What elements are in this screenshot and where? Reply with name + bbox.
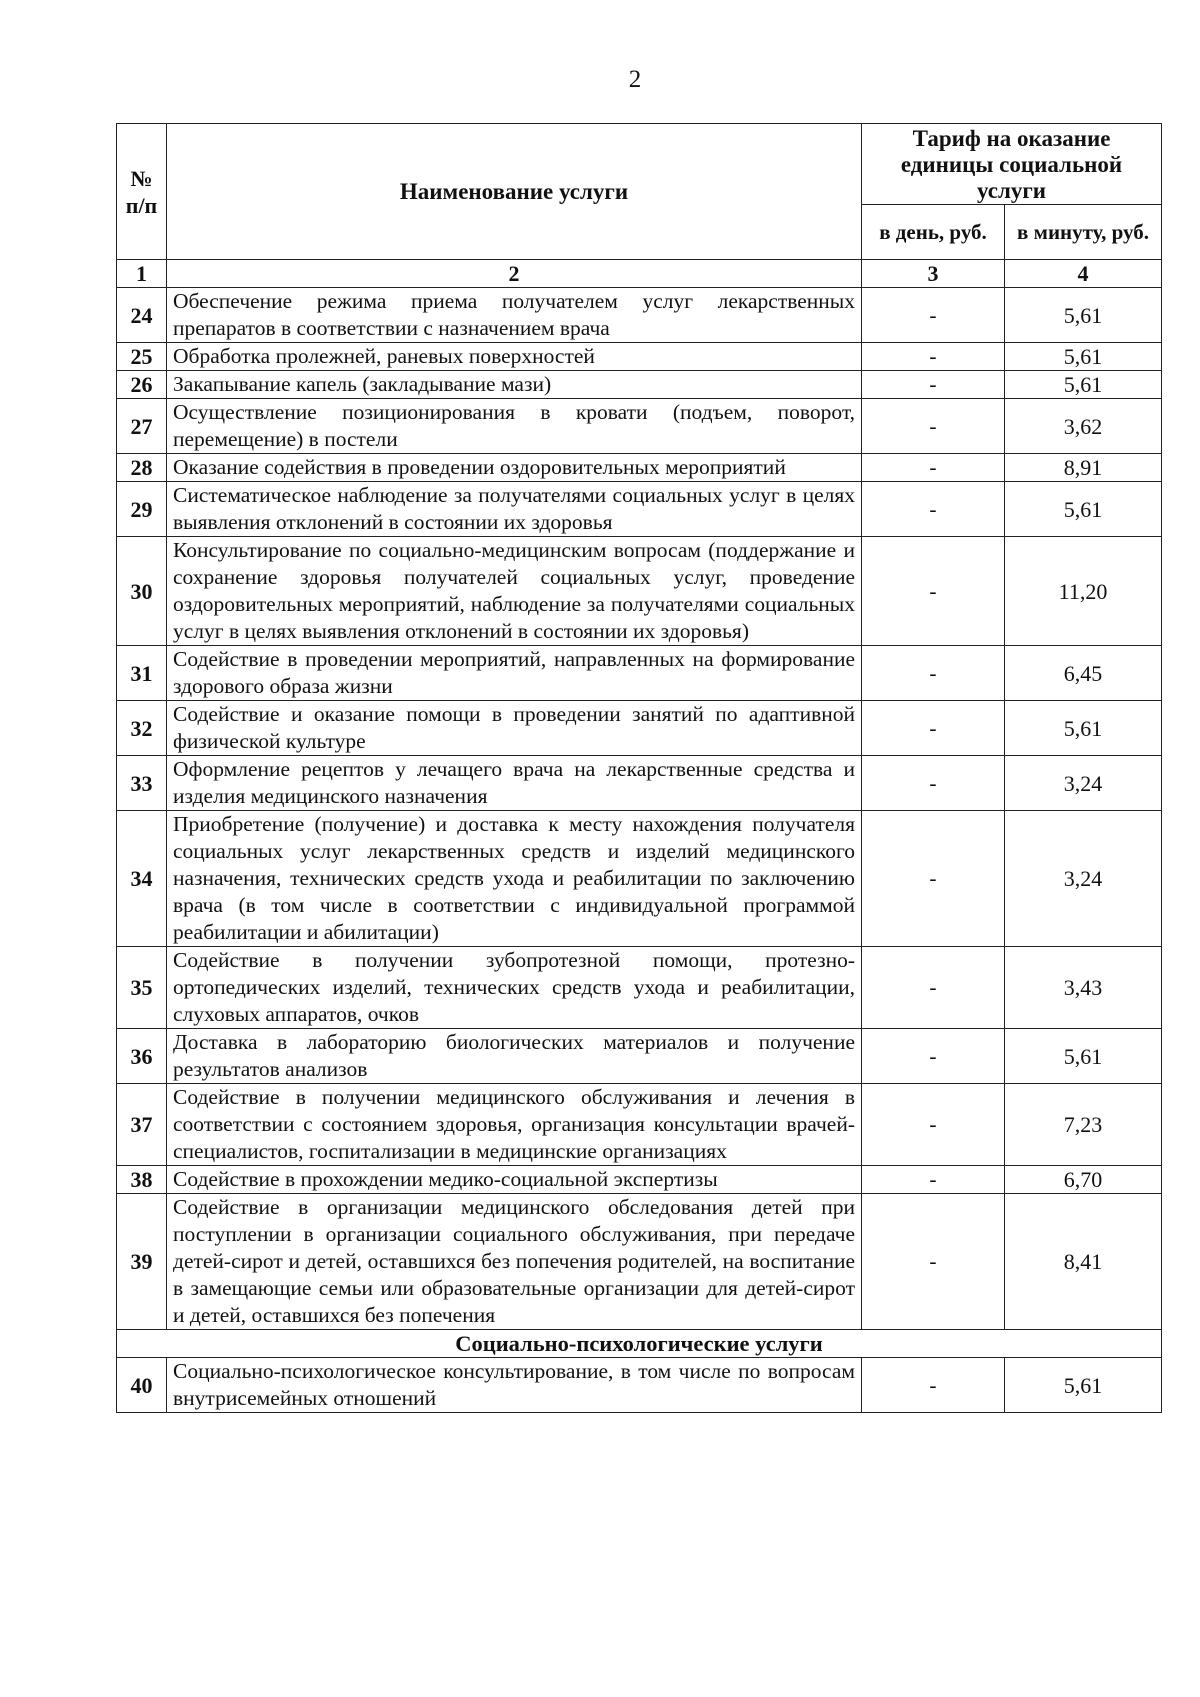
tariff-per-day: - <box>862 1084 1005 1166</box>
service-name: Приобретение (получение) и доставка к месту нахождения получателя социальных услуг лекарственных средств и изделий медицинского назначения, технических средств ухода и реабилитации по заключению врача (в том числе в соответствии с индивидуальной программой реабилитации и абилитации) <box>167 811 862 947</box>
table-row <box>117 399 1162 454</box>
tariff-per-day: - <box>862 646 1005 701</box>
service-number: 36 <box>117 1029 167 1084</box>
table-body <box>117 288 1162 1330</box>
tariff-per-day: - <box>862 343 1005 371</box>
table-row <box>117 1029 1162 1084</box>
service-name: Социально-психологическое консультирование, в том числе по вопросам внутрисемейных отношений <box>167 1358 862 1413</box>
service-number: 32 <box>117 701 167 756</box>
service-number: 27 <box>117 399 167 454</box>
tariff-per-minute: 5,61 <box>1005 371 1162 399</box>
service-name: Содействие в прохождении медико-социальной экспертизы <box>167 1166 862 1194</box>
table-row <box>117 537 1162 646</box>
service-name: Осуществление позиционирования в кровати (подъем, поворот, перемещение) в постели <box>167 399 862 454</box>
tariff-per-day: - <box>862 1029 1005 1084</box>
tariff-per-day: - <box>862 1358 1005 1413</box>
service-name: Обеспечение режима приема получателем услуг лекарственных препаратов в соответствии с назначением врача <box>167 288 862 343</box>
tariff-per-minute: 7,23 <box>1005 1084 1162 1166</box>
table-row <box>117 1166 1162 1194</box>
tariff-per-minute: 5,61 <box>1005 343 1162 371</box>
table-row <box>117 756 1162 811</box>
tariff-per-day: - <box>862 454 1005 482</box>
column-number: 2 <box>167 260 862 288</box>
service-number: 38 <box>117 1166 167 1194</box>
service-number: 30 <box>117 537 167 646</box>
table-row <box>117 343 1162 371</box>
service-number: 33 <box>117 756 167 811</box>
column-number: 3 <box>862 260 1005 288</box>
service-name: Содействие в получении зубопротезной помощи, протезно-ортопедических изделий, технических средств ухода и реабилитации, слуховых аппаратов, очков <box>167 947 862 1029</box>
service-name: Содействие в организации медицинского обследования детей при поступлении в организации социального обслуживания, при передаче детей-сирот и детей, оставшихся без попечения родителей, на воспитание в замещающие семьи или образовательные организации для детей-сирот и детей, оставшихся без попечения <box>167 1194 862 1330</box>
service-name: Обработка пролежней, раневых поверхностей <box>167 343 862 371</box>
header-num: № п/п <box>117 124 167 260</box>
tariff-per-minute: 11,20 <box>1005 537 1162 646</box>
section-title: Социально-психологические услуги <box>117 1330 1162 1358</box>
service-number: 26 <box>117 371 167 399</box>
table-row <box>117 288 1162 343</box>
tariff-per-day: - <box>862 288 1005 343</box>
service-number: 34 <box>117 811 167 947</box>
tariff-per-day: - <box>862 537 1005 646</box>
column-number: 1 <box>117 260 167 288</box>
tariff-per-day: - <box>862 701 1005 756</box>
service-number: 35 <box>117 947 167 1029</box>
service-number: 37 <box>117 1084 167 1166</box>
table-row <box>117 1194 1162 1330</box>
section-header-body <box>117 1330 1162 1358</box>
service-number: 31 <box>117 646 167 701</box>
tariff-per-day: - <box>862 811 1005 947</box>
tariff-per-minute: 5,61 <box>1005 1358 1162 1413</box>
page-number: 2 <box>628 66 642 93</box>
tariff-per-day: - <box>862 947 1005 1029</box>
tariff-per-day: - <box>862 1166 1005 1194</box>
tariff-per-day: - <box>862 756 1005 811</box>
table-row <box>117 646 1162 701</box>
service-number: 25 <box>117 343 167 371</box>
service-number: 29 <box>117 482 167 537</box>
tariff-per-minute: 8,91 <box>1005 454 1162 482</box>
column-number-row <box>117 260 1162 288</box>
table-row <box>117 454 1162 482</box>
table-row <box>117 482 1162 537</box>
tariff-per-day: - <box>862 1194 1005 1330</box>
tariff-per-minute: 5,61 <box>1005 1029 1162 1084</box>
tariff-per-minute: 3,43 <box>1005 947 1162 1029</box>
tariff-per-day: - <box>862 371 1005 399</box>
tariff-per-minute: 6,45 <box>1005 646 1162 701</box>
table-row <box>117 1084 1162 1166</box>
service-number: 39 <box>117 1194 167 1330</box>
service-name: Содействие в получении медицинского обслуживания и лечения в соответствии с состоянием здоровья, организация консультации врачей-специалистов, госпитализации в медицинские организациях <box>167 1084 862 1166</box>
service-number: 28 <box>117 454 167 482</box>
table-body-after-section <box>117 1358 1162 1413</box>
table-row <box>117 947 1162 1029</box>
table-row <box>117 1358 1162 1413</box>
tariff-per-minute: 5,61 <box>1005 288 1162 343</box>
service-number: 24 <box>117 288 167 343</box>
header-per-minute: в минуту, руб. <box>1005 205 1162 260</box>
service-name: Консультирование по социально-медицинским вопросам (поддержание и сохранение здоровья получателей социальных услуг, проведение оздоровительных мероприятий, наблюдение за получателями социальных услуг в целях выявления отклонений в состоянии их здоровья) <box>167 537 862 646</box>
tariff-per-minute: 3,24 <box>1005 756 1162 811</box>
service-name: Содействие в проведении мероприятий, направленных на формирование здорового образа жизни <box>167 646 862 701</box>
service-name: Доставка в лабораторию биологических материалов и получение результатов анализов <box>167 1029 862 1084</box>
table-row <box>117 811 1162 947</box>
service-name: Закапывание капель (закладывание мази) <box>167 371 862 399</box>
service-name: Оформление рецептов у лечащего врача на лекарственные средства и изделия медицинского назначения <box>167 756 862 811</box>
tariff-per-day: - <box>862 399 1005 454</box>
tariff-per-day: - <box>862 482 1005 537</box>
tariff-per-minute: 5,61 <box>1005 701 1162 756</box>
tariff-per-minute: 6,70 <box>1005 1166 1162 1194</box>
service-name: Содействие и оказание помощи в проведении занятий по адаптивной физической культуре <box>167 701 862 756</box>
service-name: Оказание содействия в проведении оздоровительных мероприятий <box>167 454 862 482</box>
header-per-day: в день, руб. <box>862 205 1005 260</box>
header-tariff: Тариф на оказание единицы социальной услуги <box>862 124 1162 205</box>
table-row <box>117 371 1162 399</box>
table-row <box>117 701 1162 756</box>
tariff-per-minute: 8,41 <box>1005 1194 1162 1330</box>
tariff-table <box>116 123 1162 1413</box>
tariff-per-minute: 3,62 <box>1005 399 1162 454</box>
header-name: Наименование услуги <box>167 124 862 260</box>
tariff-per-minute: 5,61 <box>1005 482 1162 537</box>
tariff-per-minute: 3,24 <box>1005 811 1162 947</box>
column-number: 4 <box>1005 260 1162 288</box>
service-number: 40 <box>117 1358 167 1413</box>
service-name: Систематическое наблюдение за получателями социальных услуг в целях выявления отклонений в состоянии их здоровья <box>167 482 862 537</box>
